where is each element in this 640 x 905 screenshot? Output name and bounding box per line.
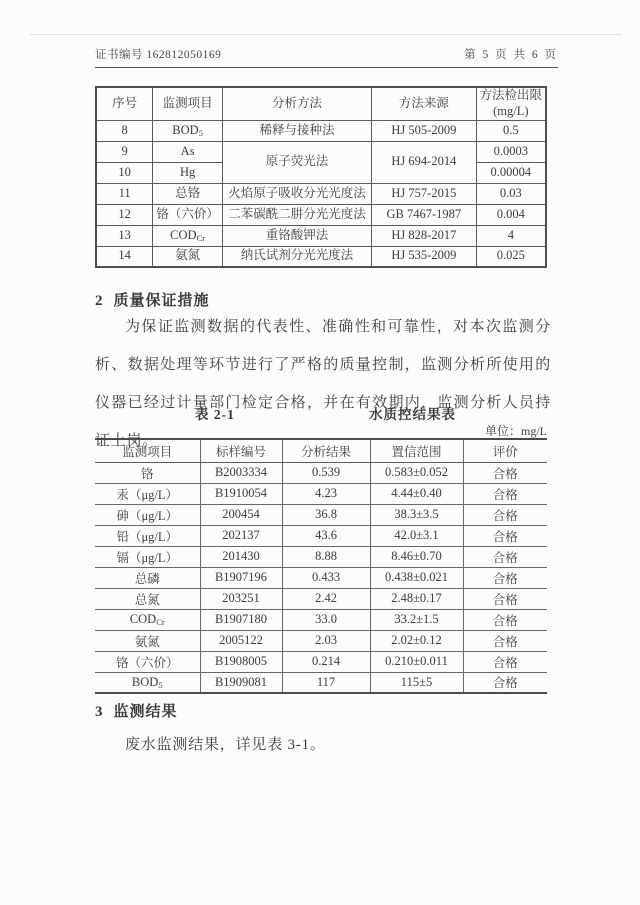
table-row: [95, 672, 547, 693]
cell-result: 2.42: [282, 588, 370, 609]
cell-range: 4.44±0.40: [370, 483, 463, 504]
cell-result: 2.03: [282, 630, 370, 651]
cell-sample-no: B1910054: [200, 483, 282, 504]
cell-range: 0.438±0.021: [370, 567, 463, 588]
cell-evaluation: 合格: [463, 630, 547, 651]
method-table-header: [96, 87, 546, 120]
cell-method: 火焰原子吸收分光光度法: [223, 183, 372, 204]
cell-no: 9: [96, 141, 153, 162]
table-row: [96, 246, 546, 267]
cell-range: 42.0±3.1: [370, 525, 463, 546]
col-header-sample-no: 标样编号: [200, 439, 282, 462]
cell-result: 33.0: [282, 609, 370, 630]
cell-limit: 0.0003: [476, 141, 546, 162]
cell-evaluation: 合格: [463, 567, 547, 588]
section3-number: 3: [95, 704, 104, 720]
table-row: [95, 504, 547, 525]
qc-table-caption: [95, 403, 547, 421]
col-header-range: 置信范围: [370, 439, 463, 462]
cell-evaluation: 合格: [463, 546, 547, 567]
cell-result: 4.23: [282, 483, 370, 504]
cell-limit: 0.025: [476, 246, 546, 267]
cell-method-merged: 原子荧光法: [223, 141, 372, 183]
cell-method: 重铬酸钾法: [223, 225, 372, 246]
table-row: [95, 588, 547, 609]
cell-sample-no: 202137: [200, 525, 282, 546]
cell-item: As: [153, 141, 223, 162]
col-header-evaluation: 评价: [463, 439, 547, 462]
page-header: [95, 46, 558, 68]
cell-result: 0.214: [282, 651, 370, 672]
cell-item: 总氮: [95, 588, 200, 609]
cell-method: 稀释与接种法: [223, 120, 372, 141]
cell-item: Hg: [153, 162, 223, 183]
table-row: [96, 204, 546, 225]
col-header-item: 监测项目: [153, 87, 223, 120]
qc-table-unit: 单位：mg/L: [485, 424, 547, 438]
cell-item: 镉（μg/L）: [95, 546, 200, 567]
cell-item: 砷（μg/L）: [95, 504, 200, 525]
table-row: [95, 546, 547, 567]
cell-limit: 0.004: [476, 204, 546, 225]
qc-table-label: 表 2-1: [195, 407, 235, 422]
section2-number: 2: [95, 293, 104, 309]
page-number: 第 5 页 共 6 页: [464, 49, 558, 61]
cell-result: 36.8: [282, 504, 370, 525]
cell-source-merged: HJ 694-2014: [372, 141, 477, 183]
cell-no: 14: [96, 246, 153, 267]
cell-item: $BOD_5$: [95, 672, 200, 693]
cell-evaluation: 合格: [463, 462, 547, 483]
certificate-number: 证书编号 162812050169: [95, 49, 222, 61]
cell-sample-no: B1909081: [200, 672, 282, 693]
cell-evaluation: 合格: [463, 504, 547, 525]
cell-item: 铬（六价）: [95, 651, 200, 672]
scan-artifact-line: [30, 34, 622, 35]
section3-title: 监测结果: [113, 704, 178, 720]
table-row: [96, 120, 546, 141]
cell-range: 115±5: [370, 672, 463, 693]
cell-evaluation: 合格: [463, 651, 547, 672]
cell-evaluation: 合格: [463, 525, 547, 546]
table-row: [95, 567, 547, 588]
col-header-result: 分析结果: [282, 439, 370, 462]
section3-heading: [95, 700, 178, 721]
section2-title: 质量保证措施: [113, 293, 210, 309]
cell-source: HJ 535-2009: [372, 246, 477, 267]
cell-item: $COD_{Cr}$: [95, 609, 200, 630]
cell-range: 8.46±0.70: [370, 546, 463, 567]
cell-item: 铬: [95, 462, 200, 483]
table-header-row: [95, 439, 547, 462]
cell-range: 38.3±3.5: [370, 504, 463, 525]
cell-item: 总磷: [95, 567, 200, 588]
cell-limit: 0.00004: [476, 162, 546, 183]
table-row: [95, 630, 547, 651]
cell-source: GB 7467-1987: [372, 204, 477, 225]
cell-limit: 0.03: [476, 183, 546, 204]
col-header-method: 分析方法: [223, 87, 372, 120]
table-row: [96, 141, 546, 162]
cell-sample-no: 203251: [200, 588, 282, 609]
table-row: [95, 525, 547, 546]
method-table: [95, 86, 547, 268]
cell-item: 汞（μg/L）: [95, 483, 200, 504]
table-row: [95, 462, 547, 483]
cell-item: 氨氮: [153, 246, 223, 267]
cell-evaluation: 合格: [463, 672, 547, 693]
cell-result: 0.539: [282, 462, 370, 483]
cell-sample-no: B2003334: [200, 462, 282, 483]
cell-source: HJ 505-2009: [372, 120, 477, 141]
cell-range: 33.2±1.5: [370, 609, 463, 630]
cell-sample-no: B1908005: [200, 651, 282, 672]
cell-item: $BOD_5$: [153, 120, 223, 141]
cell-no: 8: [96, 120, 153, 141]
cell-result: 43.6: [282, 525, 370, 546]
cell-sample-no: B1907180: [200, 609, 282, 630]
col-header-item: 监测项目: [95, 439, 200, 462]
cell-item: $COD_{Cr}$: [153, 225, 223, 246]
cell-limit: 0.5: [476, 120, 546, 141]
table-header-row: [96, 87, 546, 120]
cell-sample-no: 2005122: [200, 630, 282, 651]
cell-item: 总铬: [153, 183, 223, 204]
cell-range: 0.210±0.011: [370, 651, 463, 672]
col-header-limit: 方法检出限 (mg/L): [476, 87, 546, 120]
cell-method: 纳氏试剂分光光度法: [223, 246, 372, 267]
section2-heading: [95, 289, 210, 310]
cell-no: 13: [96, 225, 153, 246]
cell-method: 二苯碳酰二肼分光光度法: [223, 204, 372, 225]
cell-result: 8.88: [282, 546, 370, 567]
cell-sample-no: 201430: [200, 546, 282, 567]
section2-paragraph: 为保证监测数据的代表性、准确性和可靠性，对本次监测分析、数据处理等环节进行了严格的质量控制，监测分析所使用的仪器已经过计量部门检定合格，并在有效期内，监测分析人员持证上岗。: [95, 319, 551, 449]
cell-sample-no: B1907196: [200, 567, 282, 588]
cell-sample-no: 200454: [200, 504, 282, 525]
table-row: [96, 225, 546, 246]
cell-no: 12: [96, 204, 153, 225]
qc-results-table: [95, 438, 547, 694]
cell-limit: 4: [476, 225, 546, 246]
cell-result: 117: [282, 672, 370, 693]
cell-evaluation: 合格: [463, 588, 547, 609]
cell-no: 10: [96, 162, 153, 183]
cell-result: 0.433: [282, 567, 370, 588]
col-header-source: 方法来源: [372, 87, 477, 120]
table-row: [95, 483, 547, 504]
table-row: [96, 183, 546, 204]
cell-range: 0.583±0.052: [370, 462, 463, 483]
qc-table-header: [95, 439, 547, 462]
qc-table-title: 水质控结果表: [369, 407, 456, 422]
cell-source: HJ 828-2017: [372, 225, 477, 246]
cell-source: HJ 757-2015: [372, 183, 477, 204]
table-row: [95, 651, 547, 672]
section3-paragraph: 废水监测结果，详见表 3-1。: [125, 737, 326, 753]
cell-evaluation: 合格: [463, 483, 547, 504]
table-row: [95, 609, 547, 630]
cell-evaluation: 合格: [463, 609, 547, 630]
cell-item: 铬（六价）: [153, 204, 223, 225]
cell-range: 2.02±0.12: [370, 630, 463, 651]
col-header-no: 序号: [96, 87, 153, 120]
cell-no: 11: [96, 183, 153, 204]
cell-range: 2.48±0.17: [370, 588, 463, 609]
cell-item: 铅（μg/L）: [95, 525, 200, 546]
cell-item: 氨氮: [95, 630, 200, 651]
